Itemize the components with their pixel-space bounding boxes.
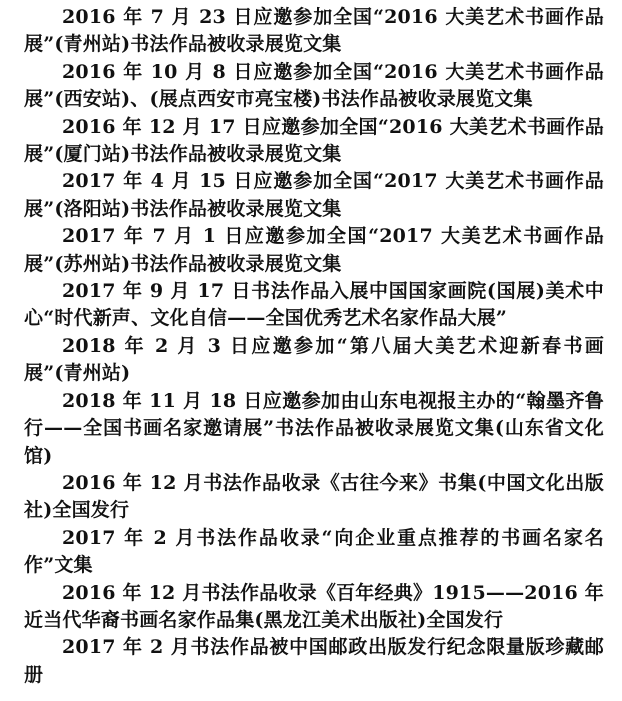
list-item: 2016 年 7 月 23 日应邀参加全国“2016 大美艺术书画作品展”(青州站)书法作品被收录展览文集 [24,6,604,56]
list-item: 2017 年 7 月 1 日应邀参加全国“2017 大美艺术书画作品展”(苏州站)书法作品被收录展览文集 [24,225,604,275]
list-item: 2016 年 10 月 8 日应邀参加全国“2016 大美艺术书画作品展”(西安站)、(展点西安市亮宝楼)书法作品被收录展览文集 [24,60,604,111]
list-item: 2016 年 12 月书法作品收录《古往今来》书集(中国文化出版社)全国发行 [24,471,604,522]
list-item: 2016 年 12 月书法作品收录《百年经典》1915——2016 年近当代华裔书画名家作品集(黑龙江美术出版社)全国发行 [24,581,604,631]
list-item: 2018 年 2 月 3 日应邀参加“第八届大美艺术迎新春书画展”(青州站) [24,334,604,385]
list-item: 2017 年 9 月 17 日书法作品入展中国国家画院(国展)美术中心“时代新声、文化自信——全国优秀艺术名家作品大展” [24,280,604,330]
list-item: 2016 年 12 月 17 日应邀参加全国“2016 大美艺术书画作品展”(厦门站)书法作品被收录展览文集 [24,115,604,166]
list-item: 2017 年 2 月书法作品被中国邮政出版发行纪念限量版珍藏邮册 [24,636,604,686]
exhibition-list [24,4,604,689]
list-item: 2017 年 4 月 15 日应邀参加全国“2017 大美艺术书画作品展”(洛阳站)书法作品被收录展览文集 [24,170,604,220]
list-item: 2018 年 11 月 18 日应邀参加由山东电视报主办的“翰墨齐鲁行——全国书画名家邀请展”书法作品被收录展览文集(山东省文化馆) [24,389,604,467]
list-item: 2017 年 2 月书法作品收录“向企业重点推荐的书画名家名作”文集 [24,526,604,577]
